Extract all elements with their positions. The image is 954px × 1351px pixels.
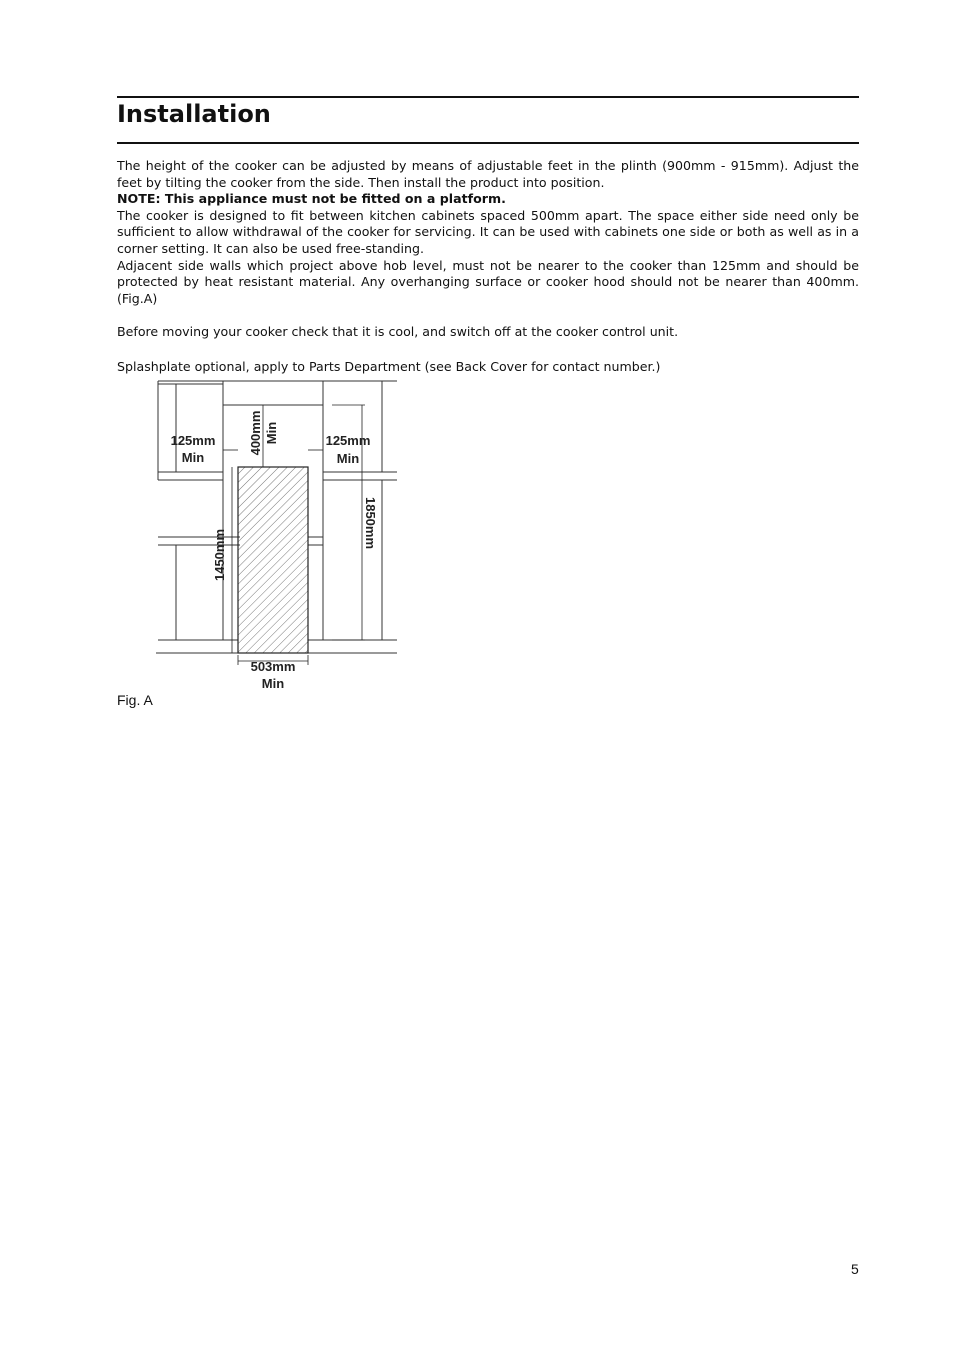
installation-diagram — [150, 375, 410, 695]
title-underline — [117, 142, 859, 144]
cooker-shape — [238, 467, 308, 653]
label-width: 503mm — [250, 659, 296, 674]
label-top-gap-min: Min — [264, 421, 279, 445]
paragraph-side-walls: Adjacent side walls which project above hob level, must not be nearer to the cooker than 125mm and should be protected by heat resistant material. Any overhanging surface or cooker hood should not be nearer than 400mm. (Fig.A) — [117, 257, 859, 306]
label-top-gap: 400mm — [248, 410, 263, 456]
paragraph-height: The height of the cooker can be adjusted by means of adjustable feet in the plinth (900mm - 915mm). Adjust the feet by tilting the cooker from the side. Then install the product into position. — [117, 158, 859, 190]
figure-caption: Fig. A — [117, 692, 153, 708]
label-right-gap-min: Min — [336, 451, 360, 466]
label-right-gap: 125mm — [325, 433, 371, 448]
paragraph-moving: Before moving your cooker check that it is cool, and switch off at the cooker control unit. — [117, 324, 679, 340]
label-cooker-height: 1450mm — [212, 528, 227, 582]
paragraph-splashplate: Splashplate optional, apply to Parts Department (see Back Cover for contact number.) — [117, 358, 661, 374]
paragraph-cabinets: The cooker is designed to fit between kitchen cabinets spaced 500mm apart. The space either side need only be sufficient to allow withdrawal of the cooker for servicing. It can be used with cabinets one side or both as well as in a corner setting. It can also be used free-standing. — [117, 207, 859, 256]
body-text — [117, 158, 859, 376]
page-number: 5 — [851, 1261, 859, 1277]
label-left-gap-min: Min — [181, 450, 205, 465]
label-total-height: 1850mm — [363, 496, 378, 550]
top-rule — [117, 96, 859, 98]
page-title: Installation — [117, 100, 271, 128]
label-left-gap: 125mm — [170, 433, 216, 448]
label-width-min: Min — [261, 676, 285, 691]
platform-note: NOTE: This appliance must not be fitted on a platform. — [117, 191, 506, 207]
